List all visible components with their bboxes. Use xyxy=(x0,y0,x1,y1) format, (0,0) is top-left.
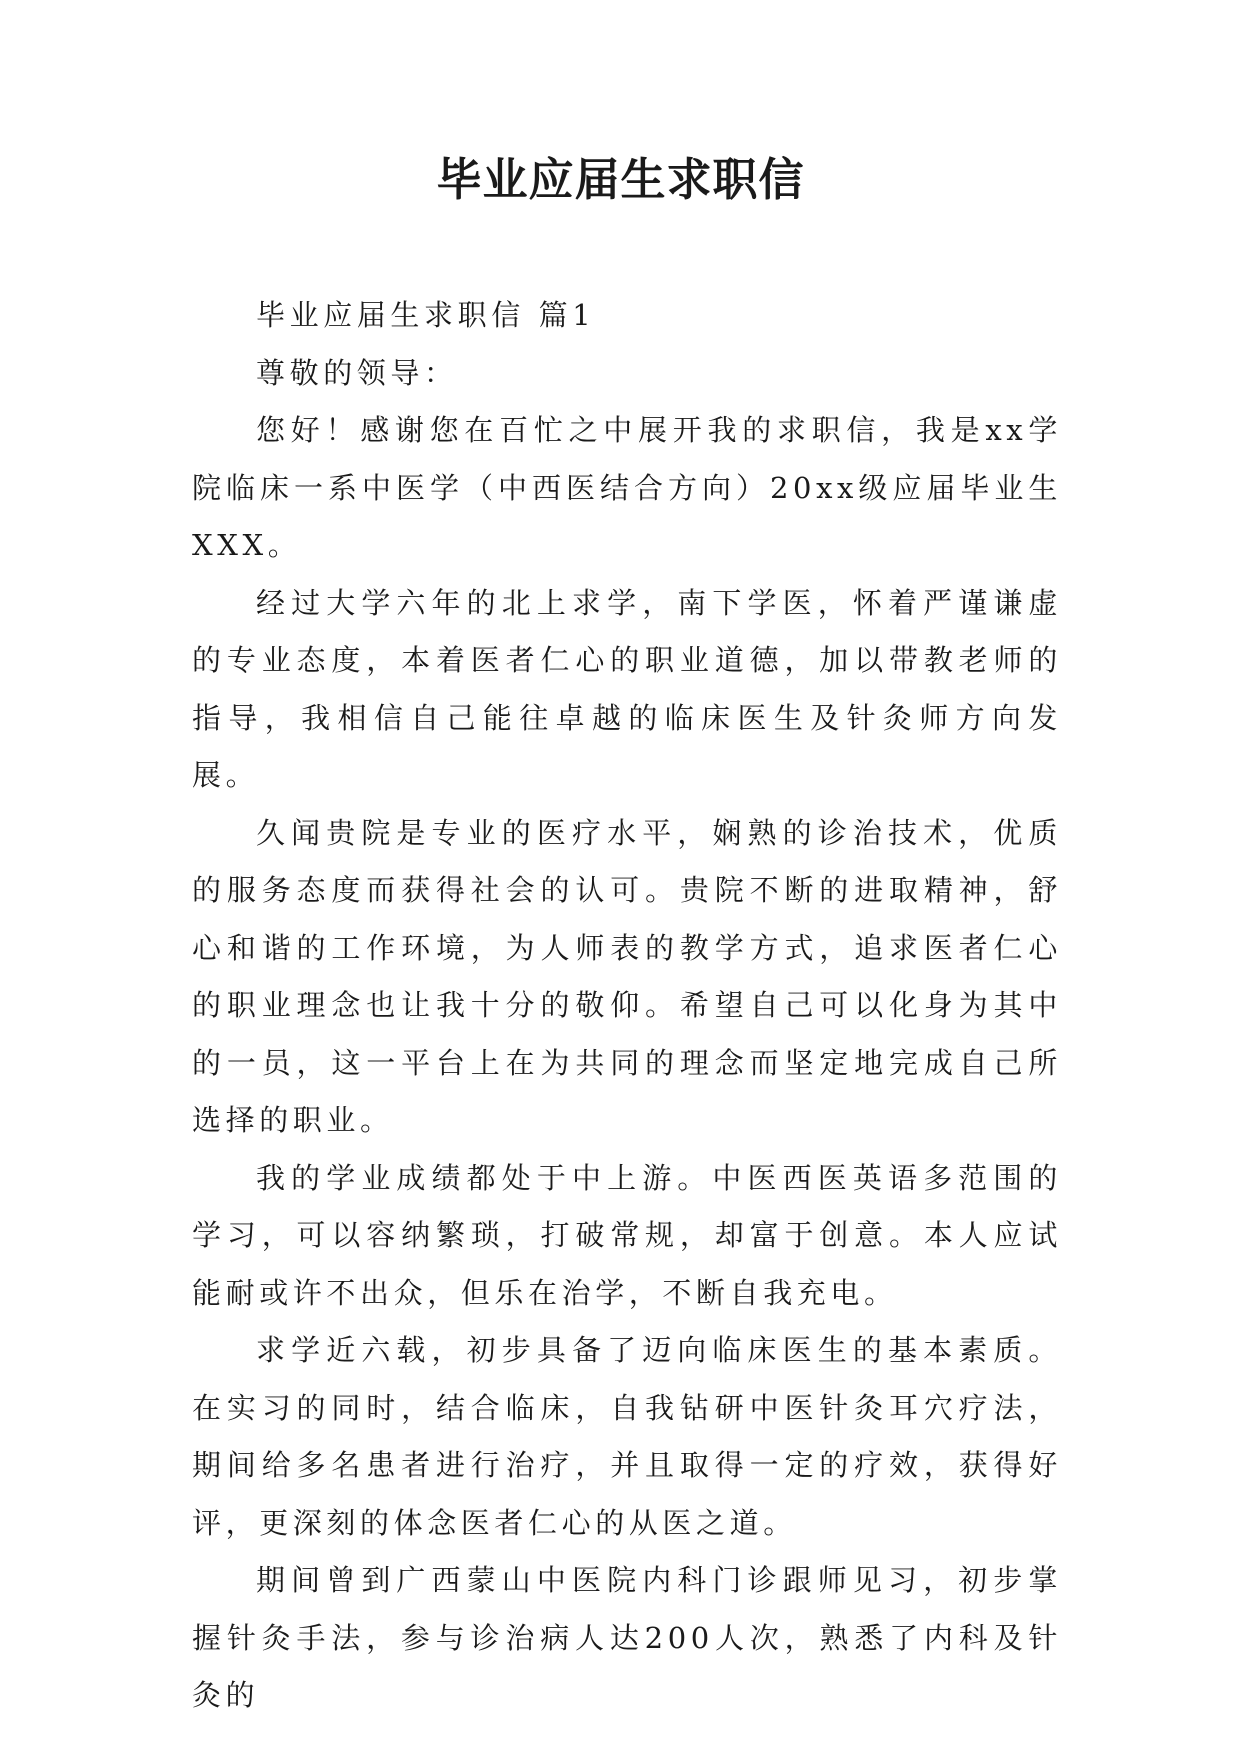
salutation: 尊敬的领导： xyxy=(256,355,458,390)
document-title: 毕业应届生求职信 xyxy=(436,153,805,206)
body-paragraph: 久闻贵院是专业的医疗水平，娴熟的诊治技术，优质的服务态度而获得社会的认可。贵院不断的进取精神，舒心和谐的工作环境，为人师表的教学方式，追求医者仁心的职业理念也让我十分的敬仰。希望自己可以化身为其中的一员，这一平台上在为共同的理念而坚定地完成自己所选择的职业。 xyxy=(192,815,1062,1137)
body-paragraph: 期间曾到广西蒙山中医院内科门诊跟师见习，初步掌握针灸手法，参与诊治病人达200人次，熟悉了内科及针灸的 xyxy=(192,1563,1062,1712)
body-paragraph: 您好！感谢您在百忙之中展开我的求职信，我是xx学院临床一系中医学（中西医结合方向）20xx级应届毕业生XXX。 xyxy=(192,413,1062,562)
section-heading: 毕业应届生求职信 篇1 xyxy=(256,298,596,332)
body-paragraph: 我的学业成绩都处于中上游。中医西医英语多范围的学习，可以容纳繁琐，打破常规，却富于创意。本人应试能耐或许不出众，但乐在治学，不断自我充电。 xyxy=(192,1160,1062,1310)
body-paragraph: 经过大学六年的北上求学，南下学医，怀着严谨谦虚的专业态度，本着医者仁心的职业道德，加以带教老师的指导，我相信自己能往卓越的临床医生及针灸师方向发展。 xyxy=(192,585,1062,792)
body-paragraph: 求学近六载，初步具备了迈向临床医生的基本素质。在实习的同时，结合临床，自我钻研中医针灸耳穴疗法，期间给多名患者进行治疗，并且取得一定的疗效，获得好评，更深刻的体念医者仁心的从医之道。 xyxy=(192,1333,1062,1540)
document-body xyxy=(192,287,1062,1725)
